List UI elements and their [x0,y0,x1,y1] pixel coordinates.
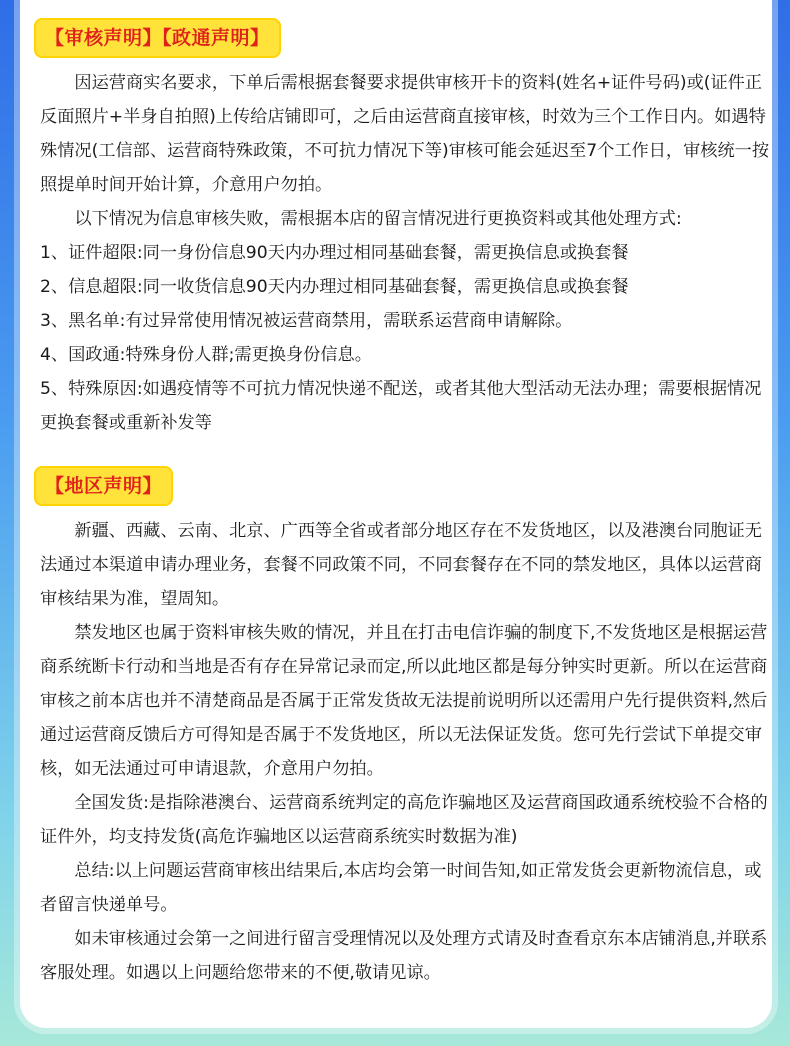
audit-policy-text [40,66,772,440]
paragraph: 禁发地区也属于资料审核失败的情况，并且在打击电信诈骗的制度下,不发货地区是根据运营商系统断卡行动和当地是否有存在异常记录而定,所以此地区都是每分钟实时更新。所以在运营商审核之前本店也并不清楚商品是否属于正常发货故无法提前说明所以还需用户先行提供资料,然后通过运营商反馈后方可得知是否属于不发货地区，所以无法保证发货。您可先行尝试下单提交审核，如无法通过可申请退款，介意用户勿拍。 [40,623,768,779]
paragraph: 总结:以上问题运营商审核出结果后,本店均会第一时间告知,如正常发货会更新物流信息，或者留言快递单号。 [40,861,762,915]
paragraph: 全国发货:是指除港澳台、运营商系统判定的高危诈骗地区及运营商国政通系统校验不合格的证件外，均支持发货(高危诈骗地区以运营商系统实时数据为准) [40,793,768,847]
paragraph: 以下情况为信息审核失败，需根据本店的留言情况进行更换资料或其他处理方式: [74,209,682,229]
notice-card [20,0,772,1028]
region-policy-text [40,514,772,990]
list-item: 4、国政通:特殊身份人群;需更换身份信息。 [40,345,372,365]
list-item: 2、信息超限:同一收货信息90天内办理过相同基础套餐，需更换信息或换套餐 [40,277,629,297]
paragraph: 因运营商实名要求，下单后需根据套餐要求提供审核开卡的资料(姓名+证件号码)或(证件正反面照片+半身自拍照)上传给店铺即可，之后由运营商直接审核，时效为三个工作日内。如遇特殊情况(工信部、运营商特殊政策，不可抗力情况下等)审核可能会延迟至7个工作日，审核统一按照提单时间开始计算，介意用户勿拍。 [40,73,770,195]
list-item: 1、证件超限:同一身份信息90天内办理过相同基础套餐，需更换信息或换套餐 [40,243,629,263]
region-policy-tag: 【地区声明】 [34,466,173,506]
audit-policy-tag: 【审核声明】【政通声明】 [34,18,281,58]
list-item: 5、特殊原因:如遇疫情等不可抗力情况快递不配送，或者其他大型活动无法办理；需要根据情况更换套餐或重新补发等 [40,379,762,433]
list-item: 3、黑名单:有过异常使用情况被运营商禁用，需联系运营商申请解除。 [40,311,573,331]
paragraph: 新疆、西藏、云南、北京、广西等全省或者部分地区存在不发货地区，以及港澳台同胞证无法通过本渠道申请办理业务，套餐不同政策不同，不同套餐存在不同的禁发地区，具体以运营商审核结果为准，望周知。 [40,521,762,609]
paragraph: 如未审核通过会第一之间进行留言受理情况以及处理方式请及时查看京东本店铺消息,并联系客服处理。如遇以上问题给您带来的不便,敬请见谅。 [40,929,768,983]
